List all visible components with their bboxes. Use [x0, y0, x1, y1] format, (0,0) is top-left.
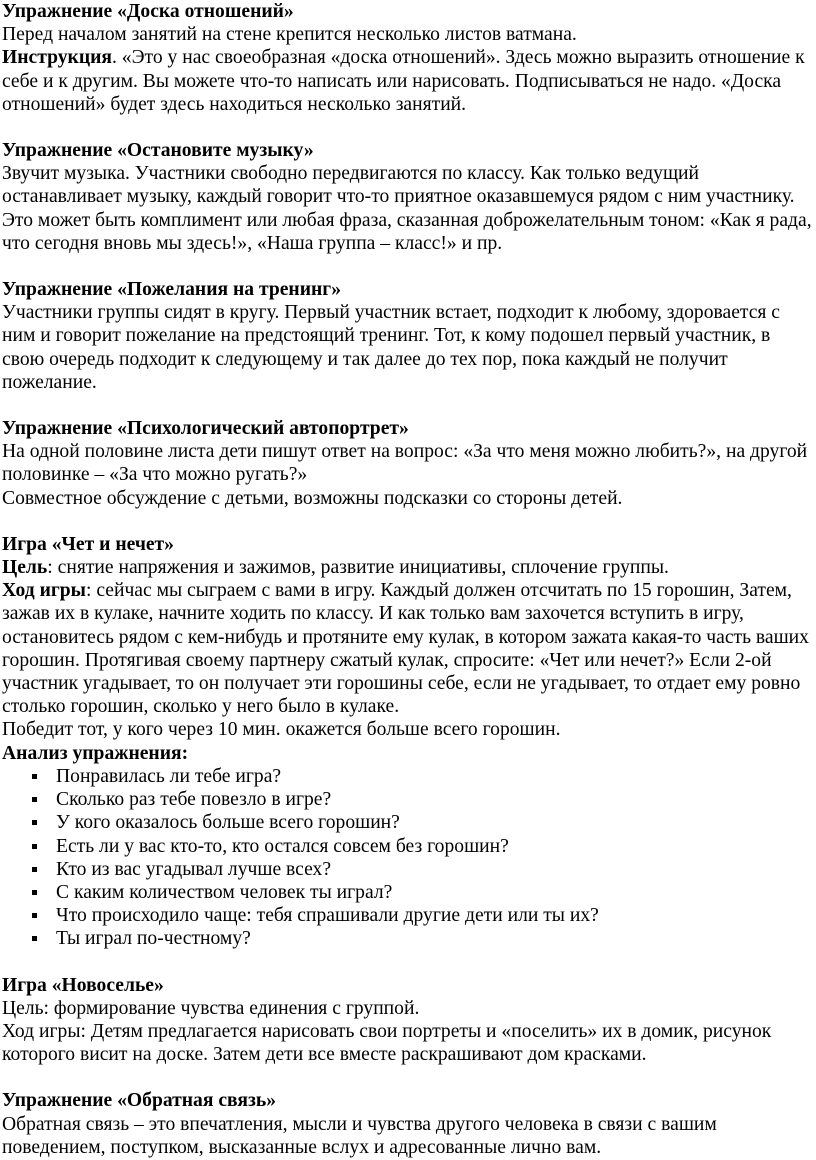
game-course-label: Ход игры: [2, 580, 86, 602]
paragraph: На одной половине листа дети пишут ответ на вопрос: «За что меня можно любить?», на другой половинке – «За что можно ругать?»: [2, 441, 808, 486]
section-feedback: [2, 1089, 812, 1159]
list-item: [32, 811, 812, 834]
paragraph: Совместное обсуждение с детьми, возможны подсказки со стороны детей.: [2, 487, 623, 509]
list-item-text: Что происходило чаще: тебя спрашивали другие дети или ты их?: [56, 905, 599, 927]
list-item-text: Сколько раз тебе повезло в игре?: [56, 789, 332, 811]
list-item-text: Ты играл по-честному?: [56, 928, 251, 950]
instruction-label: Инструкция: [2, 47, 112, 69]
bullet-square-icon: [32, 890, 37, 895]
list-item: [32, 765, 812, 788]
analysis-heading: Анализ упражнения:: [2, 742, 189, 764]
section-title: Упражнение «Обратная связь»: [2, 1090, 277, 1112]
list-item-text: С каким количеством человек ты играл?: [56, 881, 393, 903]
section-housewarming-game: [2, 974, 812, 1067]
section-self-portrait: [2, 417, 812, 510]
list-item: [32, 881, 812, 904]
goal-text: : снятие напряжения и зажимов, развитие инициативы, сплочение группы.: [47, 557, 669, 579]
list-item-text: У кого оказалось больше всего горошин?: [56, 812, 400, 834]
instruction-text: . «Это у нас своеобразная «доска отношений». Здесь можно выразить отношение к себе и к другим. Вы можете что-то написать или нарисовать. Подписываться не надо. «Доска отношений» будет здесь находиться несколько занятий.: [2, 47, 805, 115]
list-item: [32, 904, 812, 927]
section-odd-even-game: [2, 533, 812, 951]
bullet-square-icon: [32, 774, 37, 779]
list-item-text: Есть ли у вас кто-то, кто остался совсем без горошин?: [56, 835, 509, 857]
goal-label: Цель: [2, 557, 48, 579]
section-stop-music: [2, 139, 812, 255]
section-title: Упражнение «Доска отношений»: [2, 1, 294, 22]
paragraph: Участники группы сидят в кругу. Первый участник встает, подходит к любому, здоровается с ним и говорит пожелание на предстоящий тренинг. Тот, к кому подошел первый участник, в свою очередь подходит к следующему и так далее до тех пор, пока каждый не получит пожелание.: [2, 302, 780, 393]
list-item-text: Понравилась ли тебе игра?: [56, 765, 282, 787]
bullet-square-icon: [32, 820, 37, 825]
section-title: Упражнение «Психологический автопортрет»: [2, 418, 409, 440]
section-title: Игра «Чет и нечет»: [2, 533, 174, 555]
paragraph: [2, 556, 812, 579]
list-item: [32, 788, 812, 811]
paragraph: [2, 579, 812, 718]
section-title: Упражнение «Пожелания на тренинг»: [2, 279, 341, 301]
list-item: [32, 927, 812, 950]
section-title: Игра «Новоселье»: [2, 974, 164, 996]
section-relationship-board: [2, 0, 812, 116]
paragraph: Победит тот, у кого через 10 мин. окажется больше всего горошин.: [2, 719, 561, 741]
paragraph: Цель: формирование чувства единения с группой.: [2, 997, 420, 1019]
bullet-square-icon: [32, 913, 37, 918]
section-title: Упражнение «Остановите музыку»: [2, 140, 314, 162]
bullet-square-icon: [32, 844, 37, 849]
paragraph: Звучит музыка. Участники свободно передвигаются по классу. Как только ведущий останавливает музыку, каждый говорит что-то приятное оказавшемуся рядом с ним участнику. Это может быть комплимент или любая фраза, сказанная доброжелательным тоном: «Как я рада, что сегодня вновь мы здесь!», «Наша группа – класс!» и пр.: [2, 163, 812, 254]
bullet-square-icon: [32, 797, 37, 802]
list-item-text: Кто из вас угадывал лучше всех?: [56, 858, 332, 880]
game-course-text: : сейчас мы сыграем с вами в игру. Каждый должен отсчитать по 15 горошин, Затем, зажав их в кулаке, начните ходить по классу. И как только вам захочется вступить в игру, остановитесь рядом с кем-нибудь и протяните ему кулак, в котором зажата какая-то часть ваших горошин. Протягивая своему партнеру сжатый кулак, спросите: «Чет или нечет?» Если 2-ой участник угадывает, то он получает эти горошины себе, если не угадывает, то отдает ему ровно столько горошин, сколько у него было в кулаке.: [2, 580, 809, 718]
paragraph: Перед началом занятий на стене крепится несколько листов ватмана.: [2, 24, 577, 46]
section-training-wishes: [2, 278, 812, 394]
analysis-question-list: [2, 765, 812, 951]
bullet-square-icon: [32, 867, 37, 872]
paragraph: Ход игры: Детям предлагается нарисовать свои портреты и «поселить» их в домик, рисунок которого висит на доске. Затем дети все вместе раскрашивают дом красками.: [2, 1020, 772, 1066]
paragraph: Обратная связь – это впечатления, мысли и чувства другого человека в связи с вашим поведением, поступком, высказанные вслух и адресованные лично вам.: [2, 1113, 717, 1158]
list-item: [32, 835, 812, 858]
bullet-square-icon: [32, 936, 37, 941]
paragraph: [2, 46, 812, 116]
list-item: [32, 858, 812, 881]
